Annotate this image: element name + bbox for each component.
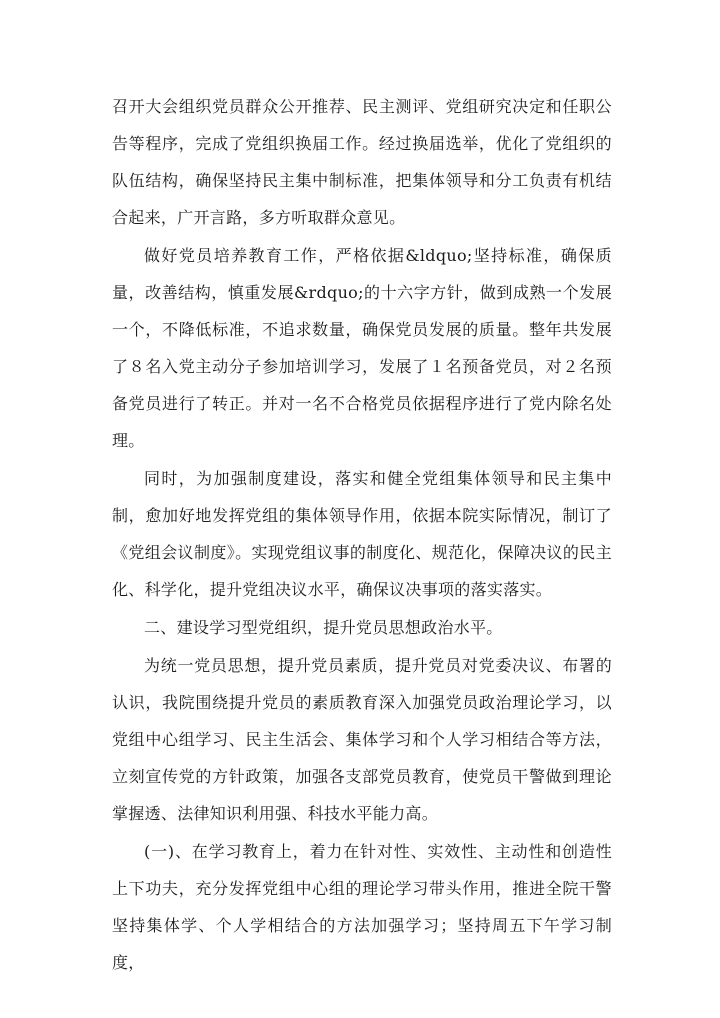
paragraph-study-education: (一)、在学习教育上，着力在针对性、实效性、主动性和创造性上下功夫，充分发挥党组中心组的理论学习带头作用，推进全院干警坚持集体学、个人学相结合的方法加强学习；坚持周五下午学习制度， [112,842,612,972]
section-heading-learning: 二、建设学习型党组织，提升党员思想政治水平。 [144,618,503,637]
paragraph-member-training: 做好党员培养教育工作，严格依据&ldquo;坚持标准，确保质量，改善结构，慎重发展&rdquo;的十六字方针，做到成熟一个发展一个，不降低标准，不追求数量，确保党员发展的质量。整年共发展了８名入党主动分子参加培训学习，发展了１名预备党员，对２名预备党员进行了转正。并对一名不合格党员依据程序进行了党内除名处理。 [112,246,612,450]
document-body [112,88,612,982]
paragraph-election: 召开大会组织党员群众公开推荐、民主测评、党组研究决定和任职公告等程序，完成了党组织换届工作。经过换届选举，优化了党组织的队伍结构，确保坚持民主集中制标准，把集体领导和分工负责有机结合起来，广开言路，多方听取群众意见。 [112,97,612,227]
paragraph-political-study: 为统一党员思想，提升党员素质，提升党员对党委决议、布署的认识，我院围绕提升党员的素质教育深入加强党员政治理论学习，以党组中心组学习、民主生活会、集体学习和个人学习相结合等方法，立刻宣传党的方针政策，加强各支部党员教育，使党员干警做到理论掌握透、法律知识利用强、科技水平能力高。 [112,656,612,823]
paragraph-system-building: 同时，为加强制度建设，落实和健全党组集体领导和民主集中制，愈加好地发挥党组的集体领导作用，依据本院实际情况，制订了《党组会议制度》。实现党组议事的制度化、规范化，保障决议的民主化、科学化，提升党组决议水平，确保议决事项的落实落实。 [112,469,612,599]
